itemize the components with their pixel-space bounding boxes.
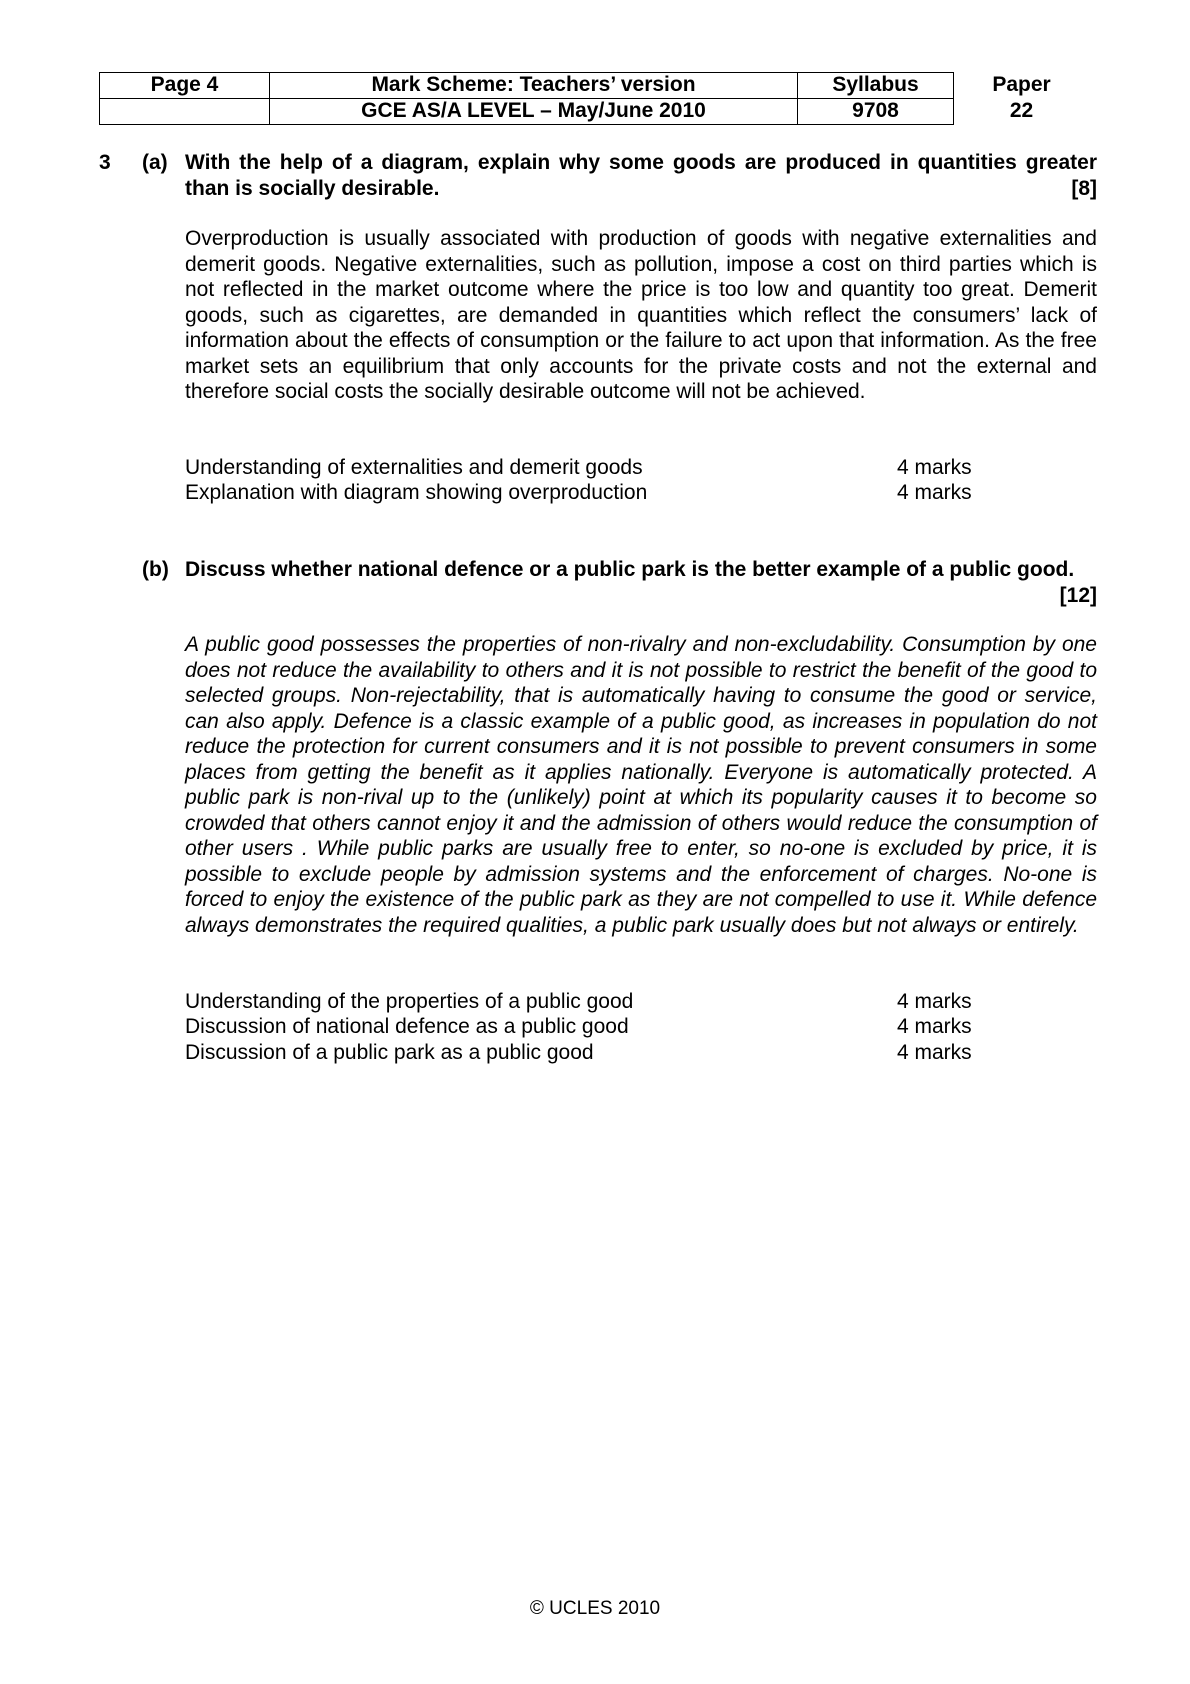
part-b-criterion-row	[185, 1014, 1085, 1040]
part-b-marks: [12]	[1059, 583, 1097, 607]
part-a-label: (a)	[142, 151, 168, 174]
question-number: 3	[99, 151, 111, 174]
criterion-marks: 4 marks	[897, 1015, 972, 1038]
header-empty-cell	[99, 98, 269, 124]
header-bottom-rule	[99, 124, 954, 125]
part-b-prompt-text: Discuss whether national defence or a public park is the better example of a public good.	[185, 558, 1075, 581]
criterion-marks: 4 marks	[897, 990, 972, 1013]
criterion-text: Understanding of the properties of a public good	[185, 990, 634, 1013]
criterion-marks: 4 marks	[897, 481, 972, 504]
criterion-text: Discussion of a public park as a public good	[185, 1041, 594, 1064]
part-a-criterion-row	[185, 455, 1085, 481]
part-a-prompt	[185, 150, 1097, 201]
header-syllabus-code: 9708	[797, 98, 954, 124]
criterion-text: Discussion of national defence as a public good	[185, 1015, 629, 1038]
footer-copyright: © UCLES 2010	[529, 1598, 661, 1619]
criterion-marks: 4 marks	[897, 1041, 972, 1064]
part-a-prompt-text: With the help of a diagram, explain why some goods are produced in quantities greater than is socially desirable.	[185, 151, 1097, 200]
header-paper-label: Paper	[992, 73, 1051, 96]
criterion-marks: 4 marks	[897, 456, 972, 479]
part-b-criterion-row	[185, 989, 1085, 1015]
header-scheme-title: Mark Scheme: Teachers’ version	[269, 72, 797, 98]
part-b-label: (b)	[142, 558, 169, 581]
header-page-number: Page 4	[99, 72, 269, 98]
part-a-answer: Overproduction is usually associated with production of goods with negative externalities and demerit goods. Negative externalities, such as pollution, impose a cost on third parties which is not reflected in the market outcome where the price is too low and quantity too great. Demerit goods, such as cigarettes, are demanded in quantities which reflect the consumers’ lack of information about the effects of consumption or the failure to act upon that information. As the free market sets an equilibrium that only accounts for the private costs and not the external and therefore social costs the socially desirable outcome will not be achieved.	[185, 227, 1097, 403]
header-exam-level: GCE AS/A LEVEL – May/June 2010	[269, 98, 797, 124]
criterion-text: Understanding of externalities and demerit goods	[185, 456, 643, 479]
part-b-criterion-row	[185, 1040, 1085, 1066]
part-b-answer: A public good possesses the properties of non-rivalry and non-excludability. Consumption by one does not reduce the availability to others and it is not possible to restrict the benefit of the good to selected groups. Non-rejectability, that is automatically having to consume the good or service, can also apply. Defence is a classic example of a public good, as increases in population do not reduce the protection for current consumers and it is not possible to prevent consumers in some places from getting the benefit as it applies nationally. Everyone is automatically protected. A public park is non-rival up to the (unlikely) point at which its popularity causes it to become so crowded that others cannot enjoy it and the admission of others would reduce the consumption of other users . While public parks are usually free to enter, so no-one is excluded by price, it is possible to exclude people by admission systems and the enforcement of charges. No-one is forced to enjoy the existence of the public park as they are not compelled to use it. While defence always demonstrates the required qualities, a public park usually does but not always or entirely.	[185, 633, 1097, 937]
part-a-marks: [8]	[1071, 176, 1097, 200]
part-a-criterion-row	[185, 480, 1085, 506]
header-paper-number: 22	[1009, 99, 1034, 122]
part-b-prompt	[185, 557, 1097, 608]
page-header-table	[99, 72, 1089, 124]
header-syllabus-label: Syllabus	[797, 72, 954, 98]
criterion-text: Explanation with diagram showing overproduction	[185, 481, 648, 504]
